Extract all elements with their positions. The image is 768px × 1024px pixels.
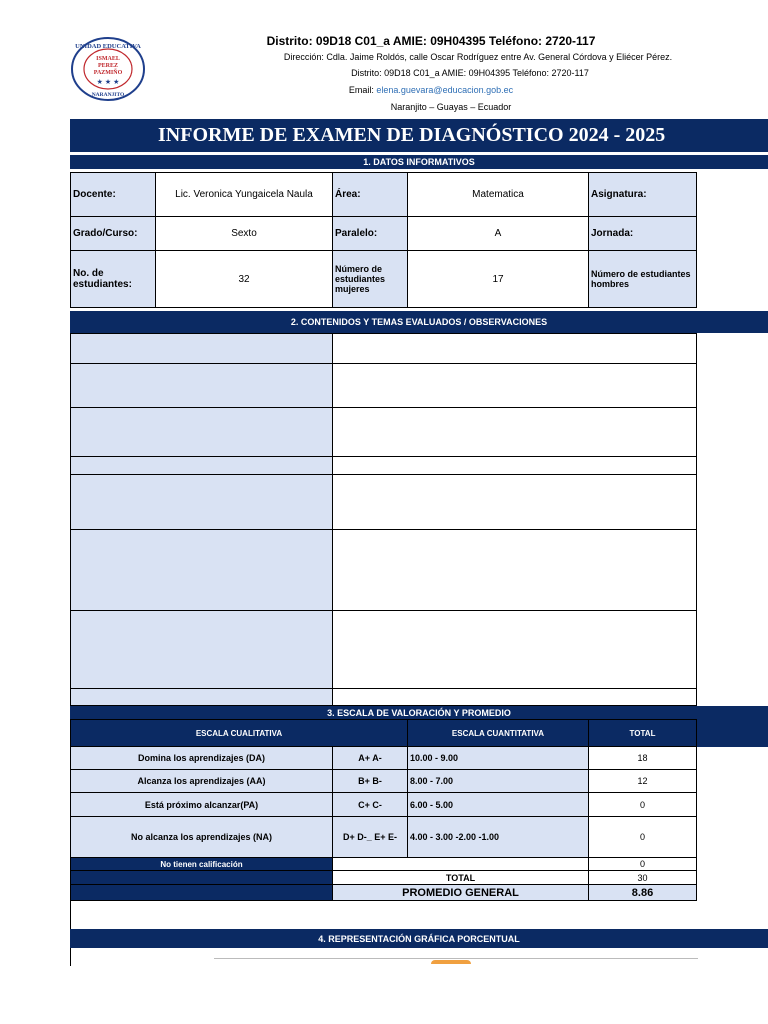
contenido-observacion-cell <box>332 407 697 457</box>
section-3-heading: 3. ESCALA DE VALORACIÓN Y PROMEDIO <box>70 706 768 720</box>
header-line-3: Distrito: 09D18 C01_a AMIE: 09H04395 Teléfono: 2720-117 <box>351 68 589 78</box>
escala-label: Alcanza los aprendizajes (AA) <box>70 769 333 793</box>
escala-grade: D+ D-_ E+ E- <box>332 816 408 858</box>
escala-total: 0 <box>588 816 697 858</box>
escala-range: 8.00 - 7.00 <box>407 769 589 793</box>
escala-label: Está próximo alcanzar(PA) <box>70 792 333 817</box>
asignatura-label: Asignatura: <box>588 172 697 217</box>
contenido-observacion-cell <box>332 610 697 689</box>
grado-label: Grado/Curso: <box>70 216 156 251</box>
chart-image-fragment <box>431 960 471 964</box>
svg-text:NARANJITO: NARANJITO <box>91 92 125 98</box>
no-calificacion-spacer <box>332 857 589 871</box>
contenido-tema-cell <box>70 688 333 706</box>
contenido-tema-cell <box>70 456 333 475</box>
col-escala-cuantitativa: ESCALA CUANTITATIVA <box>407 719 589 747</box>
escala-total: 0 <box>588 792 697 817</box>
total-value: 30 <box>588 870 697 885</box>
no-calificacion-total: 0 <box>588 857 697 871</box>
col-total: TOTAL <box>588 719 697 747</box>
escala-range: 6.00 - 5.00 <box>407 792 589 817</box>
mujeres-value: 17 <box>407 250 589 308</box>
contenido-tema-cell <box>70 529 333 611</box>
total-label: TOTAL <box>332 870 589 885</box>
header-email: Email: elena.guevara@educacion.gob.ec <box>348 85 514 95</box>
chart-area <box>70 948 697 966</box>
docente-label: Docente: <box>70 172 156 217</box>
contenido-observacion-cell <box>332 529 697 611</box>
promedio-label: PROMEDIO GENERAL <box>332 884 589 901</box>
area-label: Área: <box>332 172 408 217</box>
header-address: Dirección: Cdla. Jaime Roldós, calle Oscar Rodríguez entre Av. General Córdova y Eliécer Pérez. <box>283 52 673 62</box>
blank-row <box>70 900 697 929</box>
contenido-tema-cell <box>70 333 333 364</box>
num-estudiantes-value: 32 <box>155 250 333 308</box>
paralelo-value: A <box>407 216 589 251</box>
svg-text:PAZMIÑO: PAZMIÑO <box>93 70 123 76</box>
escala-grade: B+ B- <box>332 769 408 793</box>
total-row-fill <box>70 870 333 885</box>
area-value: Matematica <box>407 172 589 217</box>
header-line-1: Distrito: 09D18 C01_a AMIE: 09H04395 Teléfono: 2720-117 <box>266 34 596 48</box>
jornada-label: Jornada: <box>588 216 697 251</box>
docente-value: Lic. Veronica Yungaicela Naula <box>155 172 333 217</box>
escala-label: Domina los aprendizajes (DA) <box>70 746 333 770</box>
contenido-tema-cell <box>70 474 333 530</box>
contenido-observacion-cell <box>332 333 697 364</box>
escala-total: 12 <box>588 769 697 793</box>
email-link[interactable]: elena.guevara@educacion.gob.ec <box>376 85 514 95</box>
contenido-observacion-cell <box>332 363 697 408</box>
report-title: INFORME DE EXAMEN DE DIAGNÓSTICO 2024 - 2025 <box>70 119 768 152</box>
section-4-heading: 4. REPRESENTACIÓN GRÁFICA PORCENTUAL <box>70 929 768 948</box>
no-calificacion-label: No tienen calificación <box>70 857 333 871</box>
header-extension <box>697 719 768 747</box>
chart-frame-top <box>214 958 698 959</box>
col-escala-cualitativa: ESCALA CUALITATIVA <box>70 719 408 747</box>
promedio-value: 8.86 <box>588 884 697 901</box>
escala-range: 10.00 - 9.00 <box>407 746 589 770</box>
grado-value: Sexto <box>155 216 333 251</box>
num-estudiantes-label: No. de estudiantes: <box>70 250 156 308</box>
section-1-heading: 1. DATOS INFORMATIVOS <box>70 155 768 169</box>
contenido-tema-cell <box>70 610 333 689</box>
escala-grade: A+ A- <box>332 746 408 770</box>
svg-text:★ ★ ★: ★ ★ ★ <box>96 79 120 86</box>
escala-total: 18 <box>588 746 697 770</box>
header-location: Naranjito – Guayas – Ecuador <box>390 102 512 112</box>
svg-text:ISMAEL: ISMAEL <box>96 56 120 62</box>
hombres-label: Número de estudiantes hombres <box>588 250 697 308</box>
contenido-tema-cell <box>70 407 333 457</box>
section-2-heading: 2. CONTENIDOS Y TEMAS EVALUADOS / OBSERVACIONES <box>70 311 768 333</box>
paralelo-label: Paralelo: <box>332 216 408 251</box>
promedio-row-fill <box>70 884 333 901</box>
contenido-tema-cell <box>70 363 333 408</box>
svg-text:PEREZ: PEREZ <box>97 63 119 69</box>
contenido-observacion-cell <box>332 688 697 706</box>
logo-top-text: UNIDAD EDUCATIVA <box>75 43 141 50</box>
contenido-observacion-cell <box>332 474 697 530</box>
escala-label: No alcanza los aprendizajes (NA) <box>70 816 333 858</box>
escala-grade: C+ C- <box>332 792 408 817</box>
mujeres-label: Número de estudiantes mujeres <box>332 250 408 308</box>
escala-range: 4.00 - 3.00 -2.00 -1.00 <box>407 816 589 858</box>
contenido-observacion-cell <box>332 456 697 475</box>
